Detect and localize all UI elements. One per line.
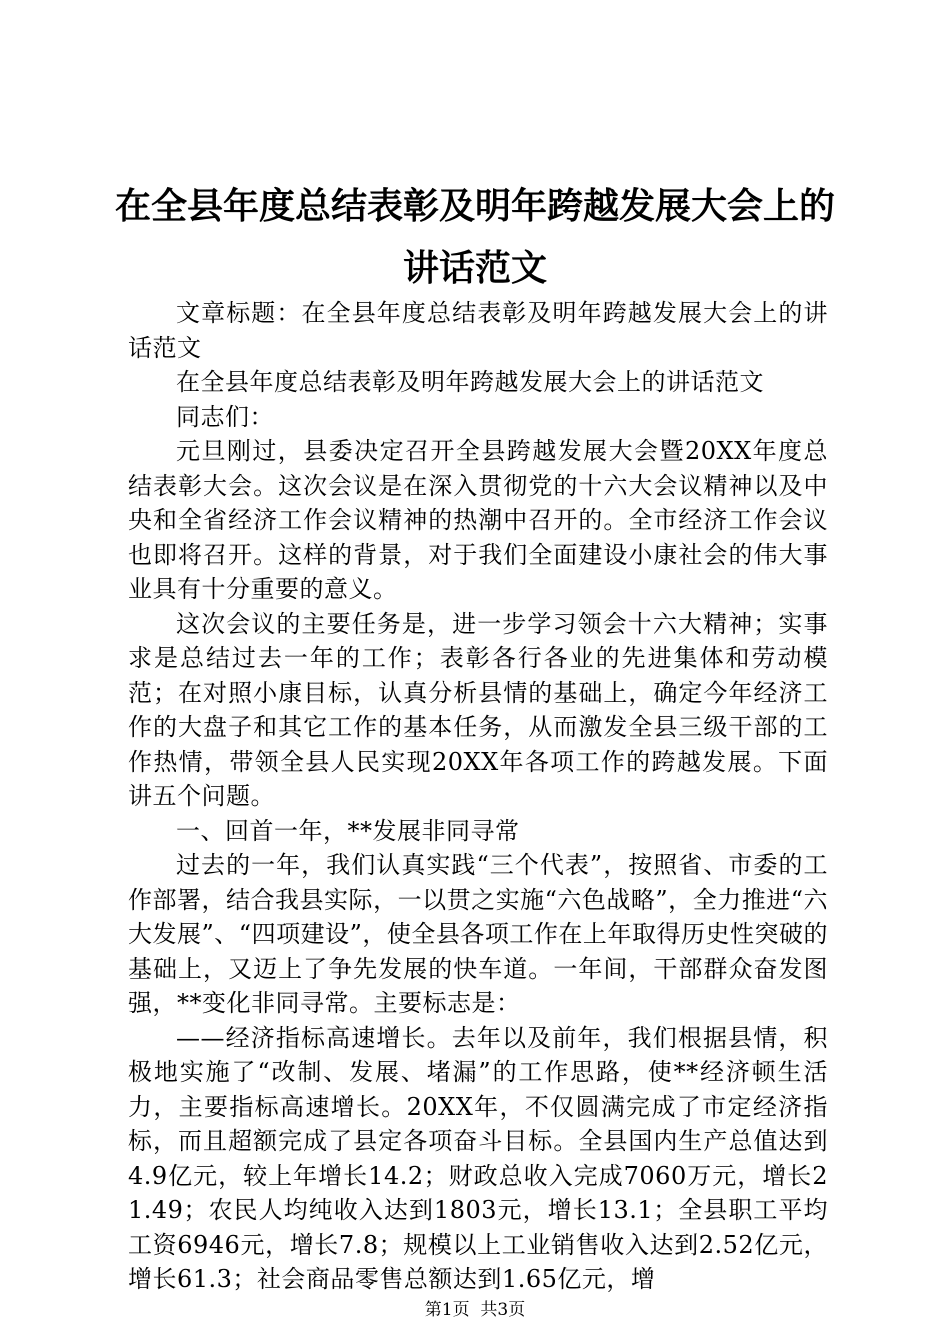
document-title-line-2: 讲话范文 xyxy=(402,247,547,289)
paragraph-tasks: 这次会议的主要任务是，进一步学习领会十六大精神；实事求是总结过去一年的工作；表彰各行各业的先进集体和劳动模范；在对照小康目标，认真分析县情的基础上，确定今年经济工作的大盘子和其它工作的基本任务，从而激发全县三级干部的工作热情，带领全县人民实现20XX年各项工作的跨越发展。下面讲五个问题。 xyxy=(128,609,828,810)
paragraph-economic-indicators: ——经济指标高速增长。去年以及前年，我们根据县情，积极地实施了“改制、发展、堵漏”的工作思路，使**经济顿生活力，主要指标高速增长。20XX年，不仅圆满完成了市定经济指标，而且超额完成了县定各项奋斗目标。全县国内生产总值达到4.9亿元，较上年增长14.2；财政总收入完成7060万元，增长21.49；农民人均纯收入达到1803元，增长13.1；全县职工平均工资6946元，增长7.8；规模以上工业销售收入达到2.52亿元，增长61.3；社会商品零售总额达到1.65亿元，增 xyxy=(128,1023,828,1293)
page-footer: 第1页 共3页 xyxy=(424,1300,526,1320)
salutation: 同志们： xyxy=(176,402,274,431)
document-title-line-1: 在全县年度总结表彰及明年跨越发展大会上的 xyxy=(114,185,835,227)
speech-heading: 在全县年度总结表彰及明年跨越发展大会上的讲话范文 xyxy=(176,368,764,396)
document-body xyxy=(128,296,828,1297)
paragraph-intro: 元旦刚过，县委决定召开全县跨越发展大会暨20XX年度总结表彰大会。这次会议是在深入贯彻党的十六大会议精神以及中央和全省经济工作会议精神的热潮中召开的。全市经济工作会议也即将召开。这样的背景，对于我们全面建设小康社会的伟大事业具有十分重要的意义。 xyxy=(128,437,828,603)
section-heading-1: 一、回首一年，**发展非同寻常 xyxy=(176,816,520,845)
paragraph-review: 过去的一年，我们认真实践“三个代表”，按照省、市委的工作部署，结合我县实际，一以贯之实施“六色战略”，全力推进“六大发展”、“四项建设”，使全县各项工作在上年取得历史性突破的基础上，又迈上了争先发展的快车道。一年间，干部群众奋发图强，**变化非同寻常。主要标志是： xyxy=(128,851,828,1017)
article-title-line: 文章标题：在全县年度总结表彰及明年跨越发展大会上的讲话范文 xyxy=(128,299,828,362)
